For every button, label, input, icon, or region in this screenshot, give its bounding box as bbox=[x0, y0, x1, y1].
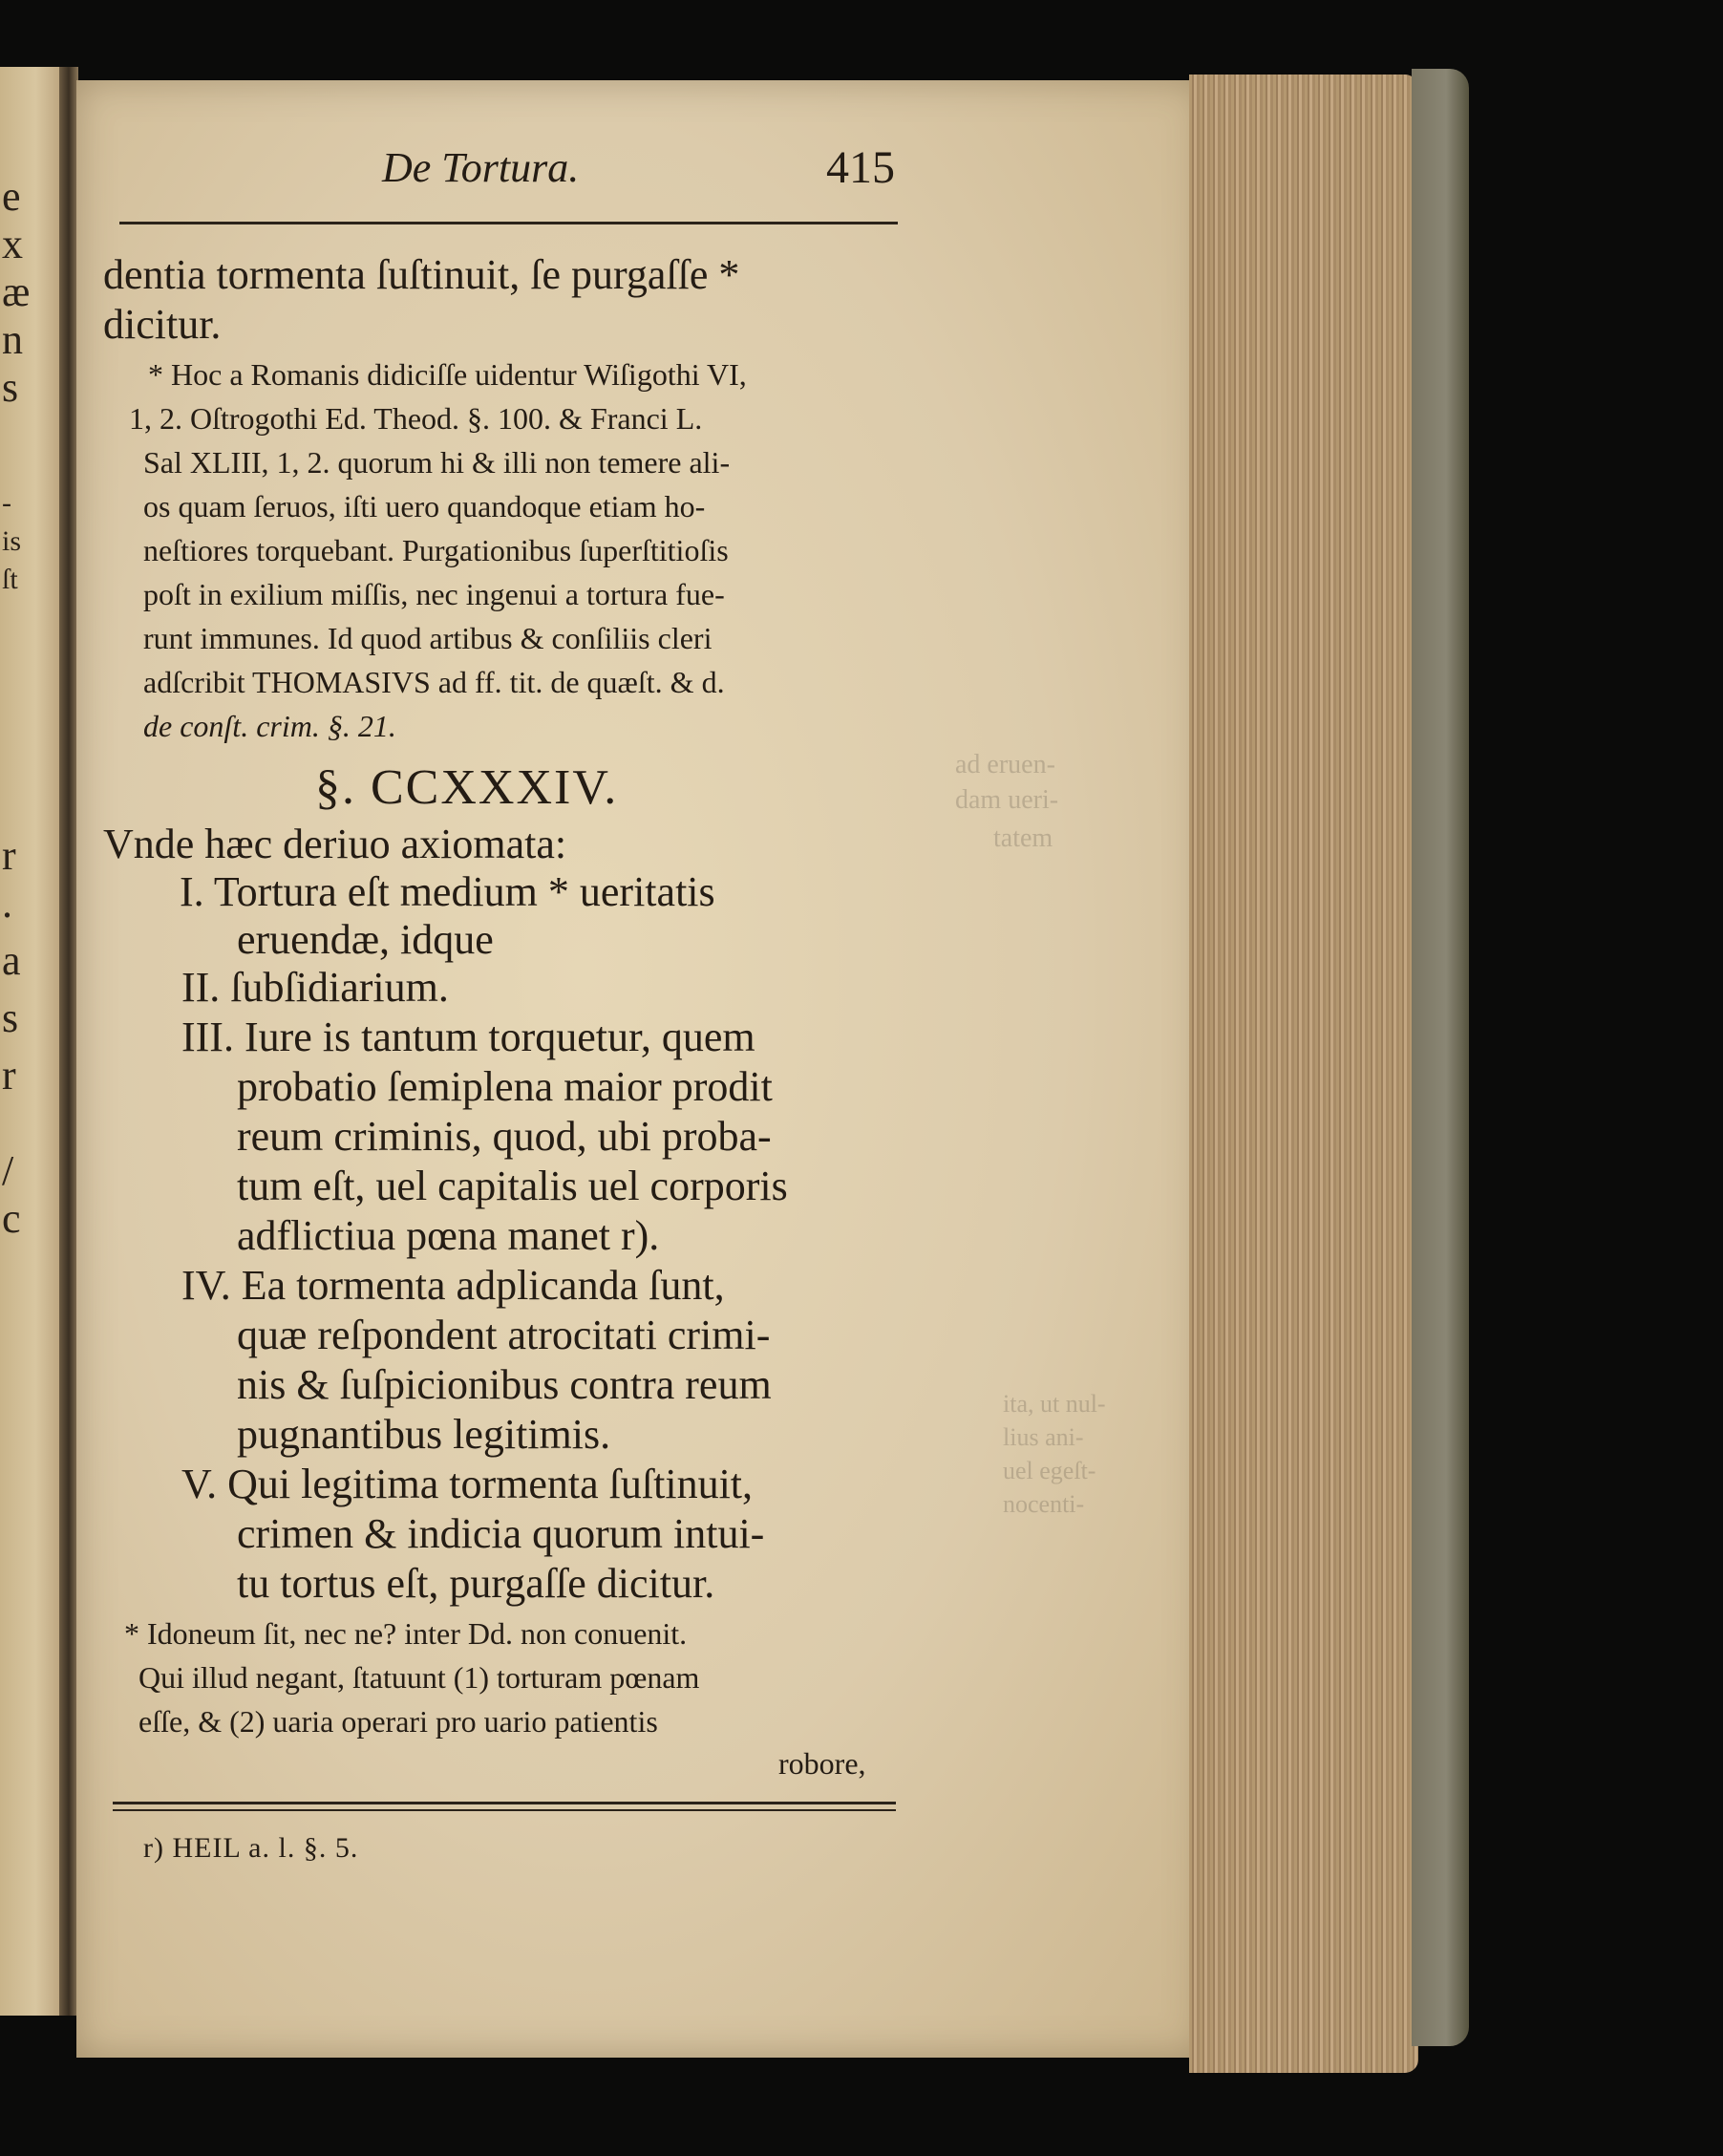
footnote-line: runt immunes. Id quod artibus & conſiliis cleri bbox=[143, 621, 713, 655]
book-gutter bbox=[59, 67, 78, 2016]
facing-page-letter: n bbox=[2, 316, 23, 363]
bleed-through-text: nocenti- bbox=[1003, 1490, 1085, 1518]
axiom-line: III. Iure is tantum torquetur, quem bbox=[181, 1014, 755, 1060]
facing-page-edge bbox=[0, 67, 65, 2016]
axiom-line: reum criminis, quod, ubi proba- bbox=[237, 1113, 772, 1160]
facing-page-letter: ſt bbox=[2, 564, 18, 595]
axiom-line: adflictiua pœna manet r). bbox=[237, 1212, 660, 1259]
catchword: robore, bbox=[778, 1746, 866, 1781]
header-rule bbox=[119, 222, 898, 224]
footnote-line: * Hoc a Romanis didiciſſe uidentur Wiſigothi VI, bbox=[148, 357, 747, 392]
page-number: 415 bbox=[826, 142, 895, 193]
footnote-line: Sal XLIII, 1, 2. quorum hi & illi non temere ali- bbox=[143, 445, 731, 480]
axiom-line: probatio ſemiplena maior prodit bbox=[237, 1063, 773, 1110]
book-cover-edge bbox=[1412, 69, 1469, 2046]
axiom-line: pugnantibus legitimis. bbox=[237, 1411, 611, 1458]
section-title: §. CCXXXIV. bbox=[315, 760, 619, 815]
axiom-line: eruendæ, idque bbox=[237, 916, 494, 963]
body-line: dicitur. bbox=[103, 301, 222, 348]
axiom-line: tum eſt, uel capitalis uel corporis bbox=[237, 1163, 788, 1209]
footnote-line: 1, 2. Oſtrogothi Ed. Theod. §. 100. & Franci L. bbox=[129, 401, 703, 436]
footnote-line: os quam ſeruos, iſti uero quandoque etiam ho- bbox=[143, 489, 706, 523]
footnote-line: eſſe, & (2) uaria operari pro uario patientis bbox=[138, 1704, 658, 1739]
footnote-line: neſtiores torquebant. Purgationibus ſuperſtitioſis bbox=[143, 533, 729, 567]
facing-page-letter: is bbox=[2, 525, 22, 557]
facing-page-letter: / bbox=[2, 1147, 14, 1194]
footer-rule bbox=[113, 1809, 896, 1811]
facing-page-letter: r bbox=[2, 1052, 16, 1099]
facing-page-letter: e bbox=[2, 173, 21, 220]
bottom-note: r) HEIL a. l. §. 5. bbox=[143, 1832, 359, 1864]
facing-page-letter: r bbox=[2, 832, 16, 879]
facing-page-letter: x bbox=[2, 221, 23, 267]
facing-page-letter: s bbox=[2, 994, 19, 1041]
facing-page-letter: æ bbox=[2, 268, 31, 315]
page-block-edge bbox=[1189, 75, 1418, 2073]
bleed-through-text: lius ani- bbox=[1003, 1423, 1084, 1451]
footer-rule bbox=[113, 1802, 896, 1804]
bleed-through-text: tatem bbox=[993, 823, 1053, 853]
axiom-line: V. Qui legitima tormenta ſuſtinuit, bbox=[181, 1461, 754, 1507]
axiom-line: nis & ſuſpicionibus contra reum bbox=[237, 1361, 772, 1408]
footnote-line: Qui illud negant, ſtatuunt (1) torturam pœnam bbox=[138, 1660, 700, 1695]
body-line: dentia tormenta ſuſtinuit, ſe purgaſſe * bbox=[103, 251, 740, 298]
bleed-through-text: ita, ut nul- bbox=[1003, 1390, 1106, 1418]
running-title: De Tortura. bbox=[382, 144, 580, 191]
footnote-line: * Idoneum ſit, nec ne? inter Dd. non conuenit. bbox=[124, 1616, 688, 1651]
facing-page-letter: . bbox=[2, 880, 12, 927]
axiom-line: tu tortus eſt, purgaſſe dicitur. bbox=[237, 1560, 715, 1607]
axiom-line: II. ſubſidiarium. bbox=[181, 964, 449, 1011]
facing-page-letter: s bbox=[2, 364, 19, 411]
footnote-line: de conſt. crim. §. 21. bbox=[143, 709, 396, 743]
axiom-line: crimen & indicia quorum intui- bbox=[237, 1510, 765, 1557]
footnote-line: adſcribit THOMASIVS ad ff. tit. de quæſt. & d. bbox=[143, 665, 725, 699]
axiom-line: quæ reſpondent atrocitati crimi- bbox=[237, 1312, 771, 1358]
section-intro: Vnde hæc deriuo axiomata: bbox=[103, 821, 567, 867]
axiom-line: I. Tortura eſt medium * ueritatis bbox=[180, 868, 715, 915]
axiom-line: IV. Ea tormenta adplicanda ſunt, bbox=[181, 1262, 725, 1309]
bleed-through-text: dam ueri- bbox=[955, 785, 1059, 815]
facing-page-letter: a bbox=[2, 937, 21, 984]
facing-page-letter: c bbox=[2, 1195, 21, 1242]
bleed-through-text: uel egeſt- bbox=[1003, 1457, 1096, 1484]
facing-page-letter: - bbox=[2, 487, 11, 519]
bleed-through-text: ad eruen- bbox=[955, 750, 1055, 779]
footnote-line: poſt in exilium miſſis, nec ingenui a tortura fue- bbox=[143, 577, 725, 611]
